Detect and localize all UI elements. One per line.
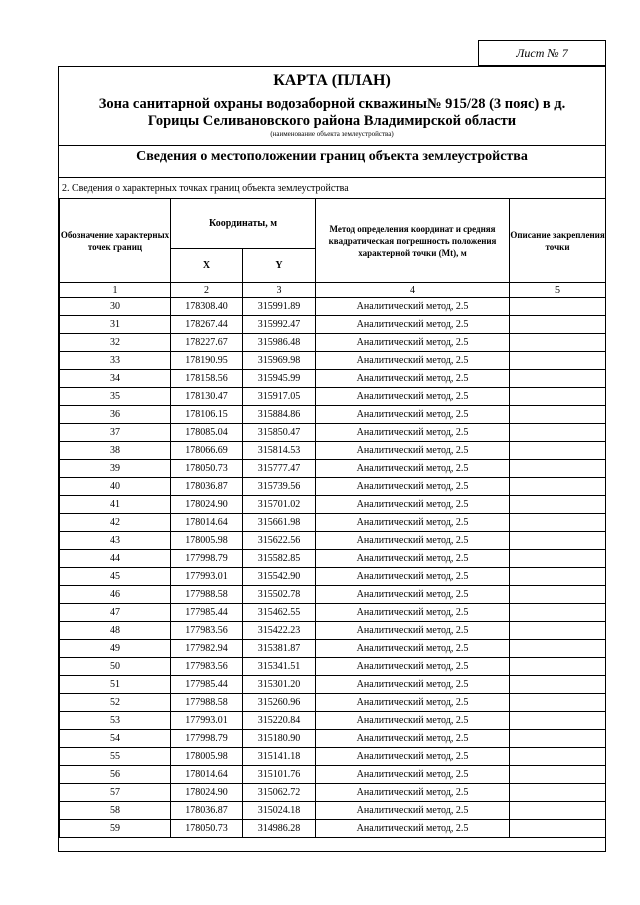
y-cell: 315969.98 bbox=[243, 352, 316, 370]
description-cell bbox=[510, 460, 606, 478]
method-cell: Аналитический метод, 2.5 bbox=[316, 316, 510, 334]
method-cell: Аналитический метод, 2.5 bbox=[316, 388, 510, 406]
method-cell: Аналитический метод, 2.5 bbox=[316, 478, 510, 496]
points-table-body bbox=[60, 298, 606, 838]
point-cell: 54 bbox=[60, 730, 171, 748]
column-number: 4 bbox=[316, 283, 510, 298]
method-cell: Аналитический метод, 2.5 bbox=[316, 604, 510, 622]
column-number: 3 bbox=[243, 283, 316, 298]
description-cell bbox=[510, 676, 606, 694]
x-cell: 178227.67 bbox=[171, 334, 243, 352]
point-cell: 38 bbox=[60, 442, 171, 460]
x-cell: 178106.15 bbox=[171, 406, 243, 424]
method-cell: Аналитический метод, 2.5 bbox=[316, 676, 510, 694]
x-cell: 178085.04 bbox=[171, 424, 243, 442]
description-cell bbox=[510, 820, 606, 838]
title-block bbox=[59, 67, 605, 145]
table-row bbox=[60, 442, 606, 460]
point-cell: 56 bbox=[60, 766, 171, 784]
y-cell: 315917.05 bbox=[243, 388, 316, 406]
table-row bbox=[60, 478, 606, 496]
method-cell: Аналитический метод, 2.5 bbox=[316, 442, 510, 460]
point-cell: 34 bbox=[60, 370, 171, 388]
x-cell: 178014.64 bbox=[171, 766, 243, 784]
description-cell bbox=[510, 550, 606, 568]
sheet-number-label: Лист № 7 bbox=[478, 40, 606, 66]
y-cell: 315301.20 bbox=[243, 676, 316, 694]
document-subtitle: Зона санитарной охраны водозаборной скважины№ 915/28 (3 пояс) в д. Горицы Селивановского района Владимирской области bbox=[98, 96, 566, 129]
y-cell: 314986.28 bbox=[243, 820, 316, 838]
x-cell: 177983.56 bbox=[171, 658, 243, 676]
description-cell bbox=[510, 604, 606, 622]
point-cell: 55 bbox=[60, 748, 171, 766]
method-cell: Аналитический метод, 2.5 bbox=[316, 784, 510, 802]
y-cell: 315701.02 bbox=[243, 496, 316, 514]
method-cell: Аналитический метод, 2.5 bbox=[316, 622, 510, 640]
column-number: 2 bbox=[171, 283, 243, 298]
method-cell: Аналитический метод, 2.5 bbox=[316, 334, 510, 352]
description-cell bbox=[510, 406, 606, 424]
point-cell: 36 bbox=[60, 406, 171, 424]
table-row bbox=[60, 730, 606, 748]
method-cell: Аналитический метод, 2.5 bbox=[316, 658, 510, 676]
description-cell bbox=[510, 748, 606, 766]
point-cell: 57 bbox=[60, 784, 171, 802]
table-row bbox=[60, 820, 606, 838]
x-cell: 178066.69 bbox=[171, 442, 243, 460]
y-cell: 315062.72 bbox=[243, 784, 316, 802]
description-cell bbox=[510, 694, 606, 712]
point-cell: 58 bbox=[60, 802, 171, 820]
method-cell: Аналитический метод, 2.5 bbox=[316, 802, 510, 820]
point-cell: 45 bbox=[60, 568, 171, 586]
description-cell bbox=[510, 388, 606, 406]
y-cell: 315945.99 bbox=[243, 370, 316, 388]
x-cell: 177993.01 bbox=[171, 712, 243, 730]
description-cell bbox=[510, 568, 606, 586]
y-cell: 315462.55 bbox=[243, 604, 316, 622]
description-cell bbox=[510, 298, 606, 316]
description-cell bbox=[510, 766, 606, 784]
description-cell bbox=[510, 442, 606, 460]
y-cell: 315180.90 bbox=[243, 730, 316, 748]
description-cell bbox=[510, 640, 606, 658]
y-cell: 315884.86 bbox=[243, 406, 316, 424]
table-row bbox=[60, 424, 606, 442]
table-row bbox=[60, 640, 606, 658]
header-point: Обозначение характерных точек границ bbox=[60, 199, 171, 283]
header-x: X bbox=[171, 249, 243, 283]
table-row bbox=[60, 658, 606, 676]
method-cell: Аналитический метод, 2.5 bbox=[316, 568, 510, 586]
y-cell: 315141.18 bbox=[243, 748, 316, 766]
table-row bbox=[60, 298, 606, 316]
header-y: Y bbox=[243, 249, 316, 283]
point-cell: 59 bbox=[60, 820, 171, 838]
x-cell: 177985.44 bbox=[171, 604, 243, 622]
y-cell: 315101.76 bbox=[243, 766, 316, 784]
y-cell: 315992.47 bbox=[243, 316, 316, 334]
method-cell: Аналитический метод, 2.5 bbox=[316, 298, 510, 316]
description-cell bbox=[510, 478, 606, 496]
table-row bbox=[60, 514, 606, 532]
point-cell: 49 bbox=[60, 640, 171, 658]
point-cell: 30 bbox=[60, 298, 171, 316]
x-cell: 178014.64 bbox=[171, 514, 243, 532]
table-row bbox=[60, 694, 606, 712]
point-cell: 44 bbox=[60, 550, 171, 568]
point-cell: 39 bbox=[60, 460, 171, 478]
table-row bbox=[60, 334, 606, 352]
description-cell bbox=[510, 658, 606, 676]
method-cell: Аналитический метод, 2.5 bbox=[316, 514, 510, 532]
section-title: Сведения о местоположении границ объекта землеустройства bbox=[136, 149, 528, 164]
table-row bbox=[60, 568, 606, 586]
description-cell bbox=[510, 514, 606, 532]
method-cell: Аналитический метод, 2.5 bbox=[316, 352, 510, 370]
method-cell: Аналитический метод, 2.5 bbox=[316, 586, 510, 604]
description-cell bbox=[510, 802, 606, 820]
table-row bbox=[60, 748, 606, 766]
method-cell: Аналитический метод, 2.5 bbox=[316, 424, 510, 442]
point-cell: 47 bbox=[60, 604, 171, 622]
x-cell: 178190.95 bbox=[171, 352, 243, 370]
table-row bbox=[60, 406, 606, 424]
y-cell: 315622.56 bbox=[243, 532, 316, 550]
x-cell: 178024.90 bbox=[171, 784, 243, 802]
y-cell: 315739.56 bbox=[243, 478, 316, 496]
y-cell: 315024.18 bbox=[243, 802, 316, 820]
method-cell: Аналитический метод, 2.5 bbox=[316, 640, 510, 658]
method-cell: Аналитический метод, 2.5 bbox=[316, 532, 510, 550]
description-cell bbox=[510, 730, 606, 748]
table-row bbox=[60, 352, 606, 370]
y-cell: 315341.51 bbox=[243, 658, 316, 676]
x-cell: 177998.79 bbox=[171, 550, 243, 568]
table-row bbox=[60, 370, 606, 388]
point-cell: 50 bbox=[60, 658, 171, 676]
method-cell: Аналитический метод, 2.5 bbox=[316, 370, 510, 388]
x-cell: 178024.90 bbox=[171, 496, 243, 514]
x-cell: 178130.47 bbox=[171, 388, 243, 406]
table-row bbox=[60, 550, 606, 568]
table-row bbox=[60, 604, 606, 622]
point-cell: 46 bbox=[60, 586, 171, 604]
point-cell: 51 bbox=[60, 676, 171, 694]
x-cell: 178050.73 bbox=[171, 820, 243, 838]
table-row bbox=[60, 586, 606, 604]
point-cell: 52 bbox=[60, 694, 171, 712]
header-coords: Координаты, м bbox=[171, 199, 316, 249]
x-cell: 178050.73 bbox=[171, 460, 243, 478]
y-cell: 315422.23 bbox=[243, 622, 316, 640]
description-cell bbox=[510, 370, 606, 388]
subsection-title: 2. Сведения о характерных точках границ объекта землеустройства bbox=[62, 183, 349, 194]
points-table bbox=[59, 198, 606, 838]
x-cell: 177982.94 bbox=[171, 640, 243, 658]
description-cell bbox=[510, 316, 606, 334]
y-cell: 315991.89 bbox=[243, 298, 316, 316]
point-cell: 53 bbox=[60, 712, 171, 730]
divider bbox=[59, 145, 605, 146]
table-row bbox=[60, 316, 606, 334]
y-cell: 315661.98 bbox=[243, 514, 316, 532]
header-method: Метод определения координат и средняя квадратическая погрешность положения характерной точки (Mt), м bbox=[316, 199, 510, 283]
method-cell: Аналитический метод, 2.5 bbox=[316, 694, 510, 712]
x-cell: 178267.44 bbox=[171, 316, 243, 334]
method-cell: Аналитический метод, 2.5 bbox=[316, 460, 510, 478]
method-cell: Аналитический метод, 2.5 bbox=[316, 766, 510, 784]
x-cell: 177988.58 bbox=[171, 694, 243, 712]
x-cell: 178036.87 bbox=[171, 478, 243, 496]
table-row bbox=[60, 712, 606, 730]
method-cell: Аналитический метод, 2.5 bbox=[316, 550, 510, 568]
x-cell: 178005.98 bbox=[171, 748, 243, 766]
table-row bbox=[60, 532, 606, 550]
method-cell: Аналитический метод, 2.5 bbox=[316, 712, 510, 730]
description-cell bbox=[510, 424, 606, 442]
point-cell: 35 bbox=[60, 388, 171, 406]
y-cell: 315542.90 bbox=[243, 568, 316, 586]
method-cell: Аналитический метод, 2.5 bbox=[316, 748, 510, 766]
table-row bbox=[60, 802, 606, 820]
y-cell: 315582.85 bbox=[243, 550, 316, 568]
divider bbox=[59, 177, 605, 178]
x-cell: 178158.56 bbox=[171, 370, 243, 388]
point-cell: 37 bbox=[60, 424, 171, 442]
y-cell: 315814.53 bbox=[243, 442, 316, 460]
x-cell: 178005.98 bbox=[171, 532, 243, 550]
point-cell: 31 bbox=[60, 316, 171, 334]
x-cell: 177988.58 bbox=[171, 586, 243, 604]
method-cell: Аналитический метод, 2.5 bbox=[316, 406, 510, 424]
y-cell: 315220.84 bbox=[243, 712, 316, 730]
x-cell: 177983.56 bbox=[171, 622, 243, 640]
x-cell: 178036.87 bbox=[171, 802, 243, 820]
description-cell bbox=[510, 352, 606, 370]
description-cell bbox=[510, 712, 606, 730]
y-cell: 315381.87 bbox=[243, 640, 316, 658]
table-row bbox=[60, 460, 606, 478]
subtitle-note: (наименование объекта землеустройства) bbox=[270, 130, 394, 138]
method-cell: Аналитический метод, 2.5 bbox=[316, 820, 510, 838]
description-cell bbox=[510, 334, 606, 352]
y-cell: 315777.47 bbox=[243, 460, 316, 478]
table-row bbox=[60, 388, 606, 406]
table-row bbox=[60, 622, 606, 640]
point-cell: 43 bbox=[60, 532, 171, 550]
x-cell: 178308.40 bbox=[171, 298, 243, 316]
document-frame bbox=[58, 66, 606, 852]
description-cell bbox=[510, 622, 606, 640]
point-cell: 41 bbox=[60, 496, 171, 514]
header-description: Описание закрепления точки bbox=[510, 199, 606, 283]
y-cell: 315502.78 bbox=[243, 586, 316, 604]
column-number: 5 bbox=[510, 283, 606, 298]
method-cell: Аналитический метод, 2.5 bbox=[316, 496, 510, 514]
x-cell: 177985.44 bbox=[171, 676, 243, 694]
x-cell: 177998.79 bbox=[171, 730, 243, 748]
point-cell: 48 bbox=[60, 622, 171, 640]
description-cell bbox=[510, 784, 606, 802]
y-cell: 315986.48 bbox=[243, 334, 316, 352]
point-cell: 40 bbox=[60, 478, 171, 496]
point-cell: 42 bbox=[60, 514, 171, 532]
point-cell: 32 bbox=[60, 334, 171, 352]
description-cell bbox=[510, 496, 606, 514]
description-cell bbox=[510, 586, 606, 604]
column-number: 1 bbox=[60, 283, 171, 298]
point-cell: 33 bbox=[60, 352, 171, 370]
description-cell bbox=[510, 532, 606, 550]
y-cell: 315260.96 bbox=[243, 694, 316, 712]
y-cell: 315850.47 bbox=[243, 424, 316, 442]
table-row bbox=[60, 496, 606, 514]
table-row bbox=[60, 676, 606, 694]
x-cell: 177993.01 bbox=[171, 568, 243, 586]
document-title: КАРТА (ПЛАН) bbox=[273, 72, 391, 89]
table-row bbox=[60, 766, 606, 784]
table-row bbox=[60, 784, 606, 802]
method-cell: Аналитический метод, 2.5 bbox=[316, 730, 510, 748]
